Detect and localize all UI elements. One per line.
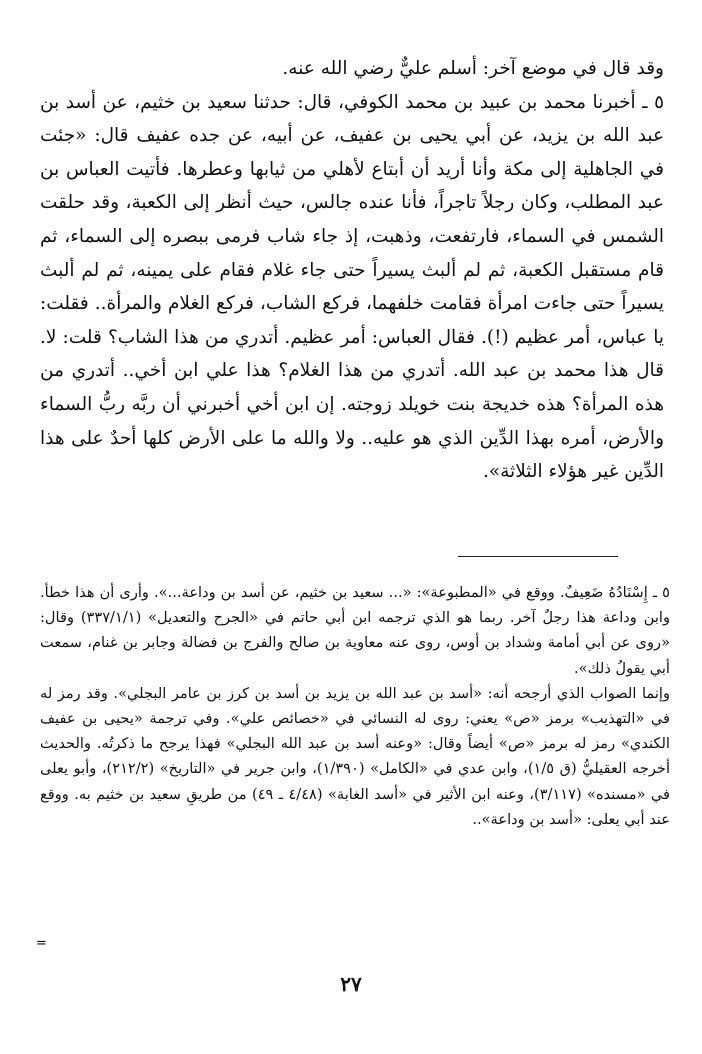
intro-line: وقد قال في موضع آخر: أسلم عليٌّ رضي الله عنه. xyxy=(282,58,664,79)
page-number: ٢٧ xyxy=(340,972,362,996)
margin-mark: = xyxy=(36,936,47,951)
hadith-paragraph: ٥ ـ أخبرنا محمد بن عبيد بن محمد الكوفي، قال: حدثنا سعيد بن خثيم، عن أسد بن عبد الله بن يزيد، عن أبي يحيى بن عفيف، عن أبيه، عن جده عفيف قال: «جئت في الجاهلية إلى مكة وأنا أريد أن أبتاع لأهلي من ثيابها وعطرها. فأتيت العباس بن عبد المطلب، وكان رجلاً تاجراً، فأنا عنده جالس، حيث أنظر إلى الكعبة، وقد حلقت الشمس في السماء، فارتفعت، وذهبت، إذ جاء شاب فرمى ببصره إلى السماء، ثم قام مستقبل الكعبة، ثم لم ألبث يسيراً حتى جاء غلام فقام على يمينه، ثم لم ألبث يسيراً حتى جاءت امرأة فقامت خلفهما، فركع الشاب، فركع الغلام والمرأة.. فقلت: يا عباس، أمر عظيم (!). فقال العباس: أمر عظيم. أتدري من هذا الشاب؟ قلت: لا. قال هذا محمد بن عبد الله. أتدري من هذا الغلام؟ هذا علي ابن أخي.. أتدري من هذه المرأة؟ هذه خديجة بنت خويلد زوجته. إن ابن أخي أخبرني أن ربَّه ربُّ السماء والأرض، أمره بهذا الدِّين الذي هو عليه.. ولا والله ما على الأرض كلها أحدٌ على هذا الدِّين غير هؤلاء الثلاثة». xyxy=(40,91,664,483)
footnote-divider xyxy=(458,556,618,557)
footnotes xyxy=(40,580,670,832)
footnote-5-continued: وإنما الصواب الذي أرجحه أنه: «أسد بن عبد الله بن يزيد بن أسد بن كرز بن عامر البجلي». وقد رمز له في «التهذيب» برمز «ص» يعني: روى له النسائي في «خصائص علي». وفي ترجمة «يحيى بن عفيف الكندي» رمز له برمز «ص» أيضاً وقال: «وعنه أسد بن عبد الله البجلي» فهذا يرجح ما ذكرتُه. والحديث أخرجه العقيليُّ (ق ١/٥)، وابن عدي في «الكامل» (١/٣٩٠)، وابن جرير في «التاريخ» (٢١٢/٢)، وأبو يعلى في «مسنده» (٣/١١٧)، وعنه ابن الأثير في «أسد الغابة» (٤/٤٨ ـ ٤٩) من طريقِ سعيد بن خثيم به. ووقع عند أبي يعلى: «أسد بن وداعة».. xyxy=(40,684,671,828)
footnote-5: ٥ ـ إِسْنَادُهُ ضَعِيفٌ. ووقع في «المطبوعة»: «... سعيد بن خثيم، عن أسد بن وداعة...». وأرى أن هذا خطأ. وابن وداعة هذا رجلٌ آخر. ربما هو الذي ترجمه ابن أبي حاتم في «الجرح والتعديل» (٣٣٧/١/١) وقال: «روى عن أبي أمامة وشداد بن أوس، روى عنه معاوية بن صالح والفرج بن فضالة وجابر بن غنام، سمعت أبي يقولُ ذلك». xyxy=(40,584,670,677)
main-text xyxy=(40,52,664,489)
